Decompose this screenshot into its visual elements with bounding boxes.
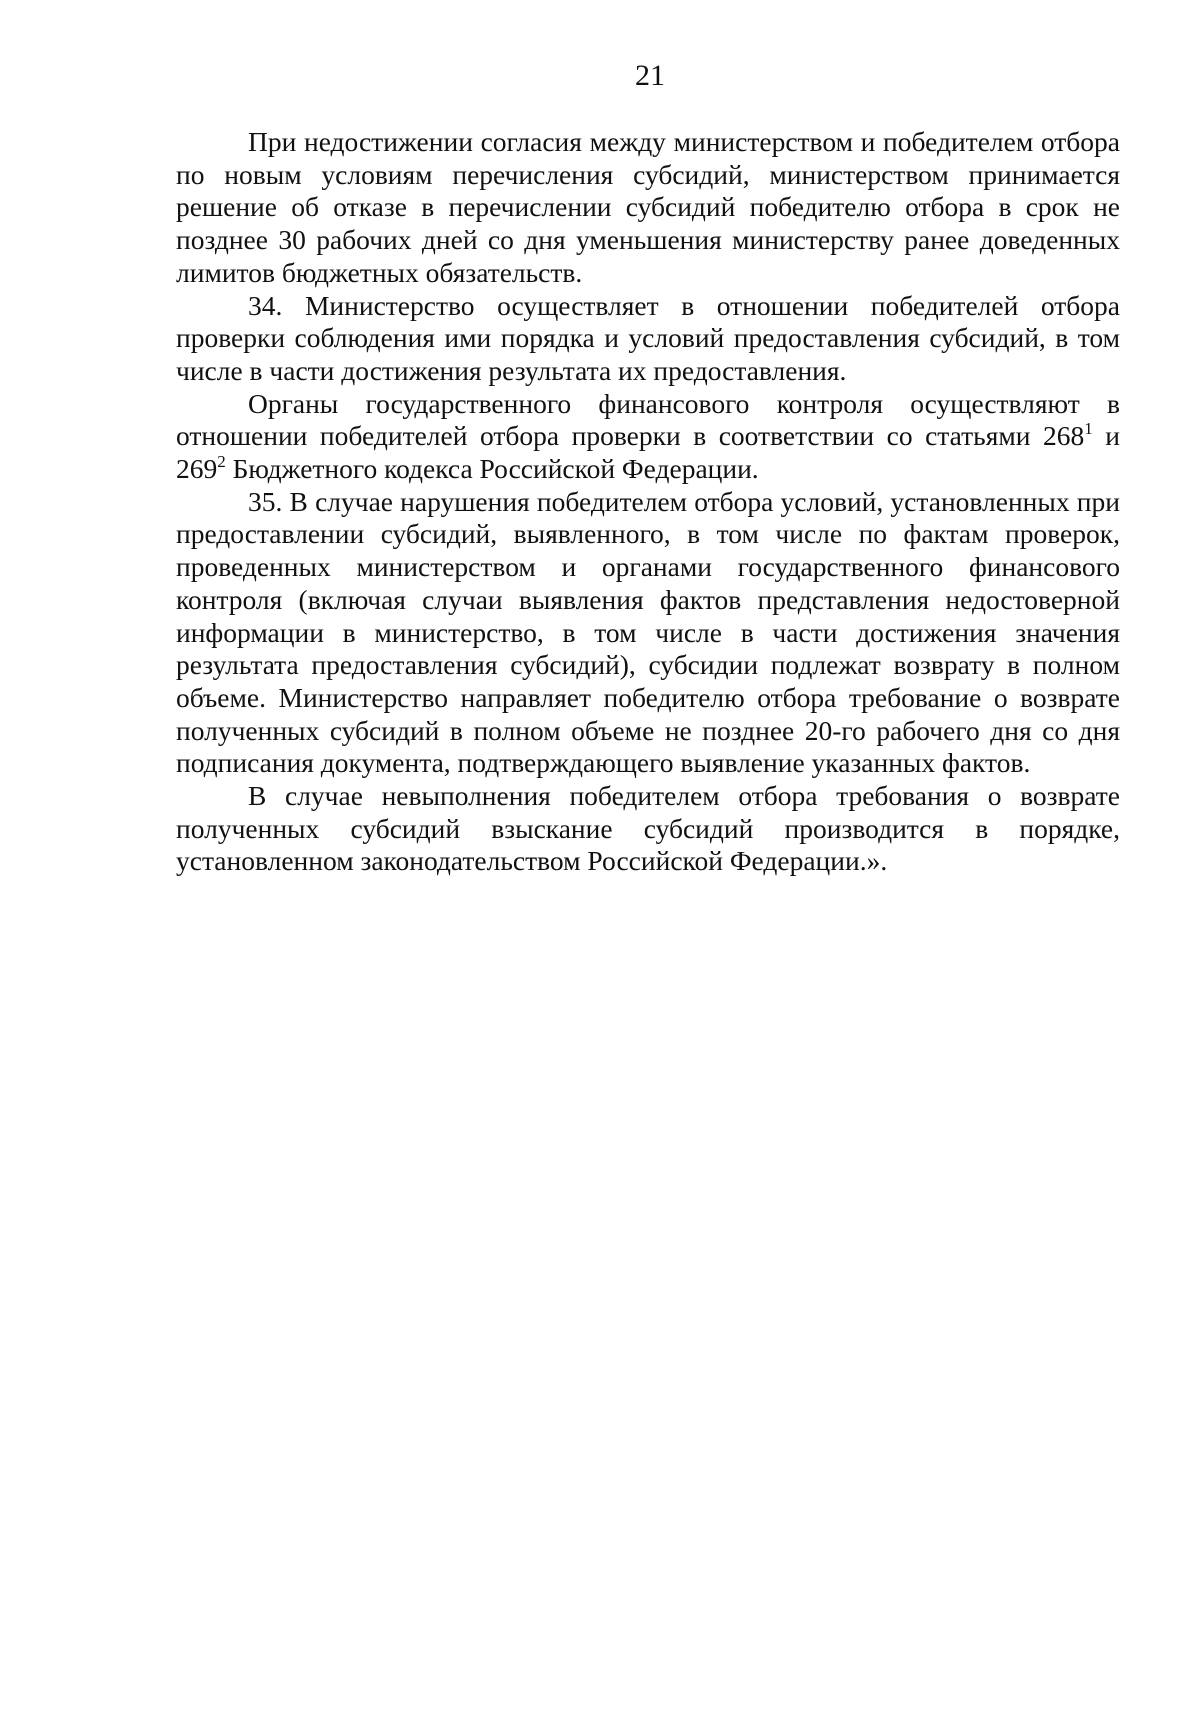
paragraph-recovery-procedure: В случае невыполнения победителем отбора требования о возврате полученных субсидий взыскание субсидий производится в порядке, установленном законодательством Российской Федерации.». [176,780,1120,877]
paragraph-financial-control [176,388,1120,486]
paragraph-refusal-decision: При недостижении согласия между министерством и победителем отбора по новым условиям перечисления субсидий, министерством принимается решение об отказе в перечислении субсидий победителю отбора в срок не позднее 30 рабочих дней со дня уменьшения министерству ранее доведенных лимитов бюджетных обязательств. [176,126,1120,288]
superscript-1: 1 [1084,419,1093,439]
paragraph-34-inspections: 34. Министерство осуществляет в отношении победителей отбора проверки соблюдения ими порядка и условий предоставления субсидий, в том числе в части достижения результата их предоставления. [176,289,1120,386]
document-body [176,126,1120,878]
paragraph-financial-control-text-2: и 269 [176,420,1120,485]
page-number: 21 [635,59,665,92]
paragraph-35-violation-refund: 35. В случае нарушения победителем отбора условий, установленных при предоставлении субсидий, выявленного, в том числе по фактам проверок, проведенных министерством и органами государственного финансового контроля (включая случаи выявления фактов представления недостоверной информации в министерство, в том числе в части достижения значения результата предоставления субсидий), субсидии подлежат возврату в полном объеме. Министерство направляет победителю отбора требование о возврате полученных субсидий в полном объеме не позднее 20-го рабочего дня со дня подписания документа, подтверждающего выявление указанных фактов. [176,485,1120,779]
paragraph-financial-control-text-3: Бюджетного кодекса Российской Федерации. [225,453,759,485]
superscript-2: 2 [217,452,226,472]
paragraph-financial-control-text-1: Органы государственного финансового контроля осуществляют в отношении победителей отбора проверки в соответствии со статьями 268 [176,387,1120,452]
